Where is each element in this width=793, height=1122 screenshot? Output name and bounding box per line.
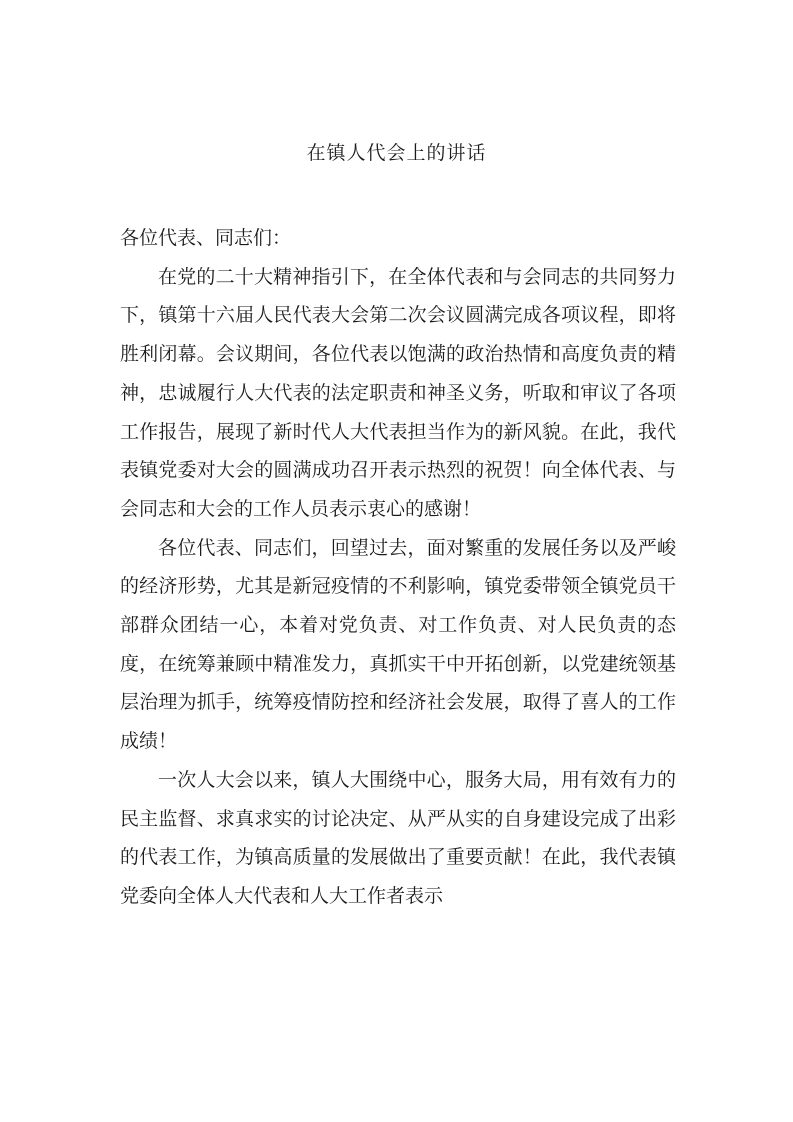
paragraph-2: 各位代表、同志们，回望过去，面对繁重的发展任务以及严峻的经济形势，尤其是新冠疫情的不利影响，镇党委带领全镇党员干部群众团结一心，本着对党负责、对工作负责、对人民负责的态度，在统筹兼顾中精准发力，真抓实干中开拓创新，以党建统领基层治理为抓手，统筹疫情防控和经济社会发展，取得了喜人的工作成绩！ — [120, 536, 676, 753]
paragraph-3: 一次人大会以来，镇人大围绕中心，服务大局，用有效有力的民主监督、求真求实的讨论决定、从严从实的自身建设完成了出彩的代表工作，为镇高质量的发展做出了重要贡献！在此，我代表镇党委向全体人大代表和人大工作者表示 — [120, 768, 676, 907]
salutation: 各位代表、同志们： — [120, 227, 292, 249]
document-title: 在镇人代会上的讲话 — [306, 142, 487, 164]
paragraph-1: 在党的二十大精神指引下，在全体代表和与会同志的共同努力下，镇第十六届人民代表大会第二次会议圆满完成各项议程，即将胜利闭幕。会议期间，各位代表以饱满的政治热情和高度负责的精神，忠诚履行人大代表的法定职责和神圣义务，听取和审议了各项工作报告，展现了新时代人大代表担当作为的新风貌。在此，我代表镇党委对大会的圆满成功召开表示热烈的祝贺！向全体代表、与会同志和大会的工作人员表示衷心的感谢！ — [120, 265, 676, 520]
document-body — [120, 219, 676, 916]
